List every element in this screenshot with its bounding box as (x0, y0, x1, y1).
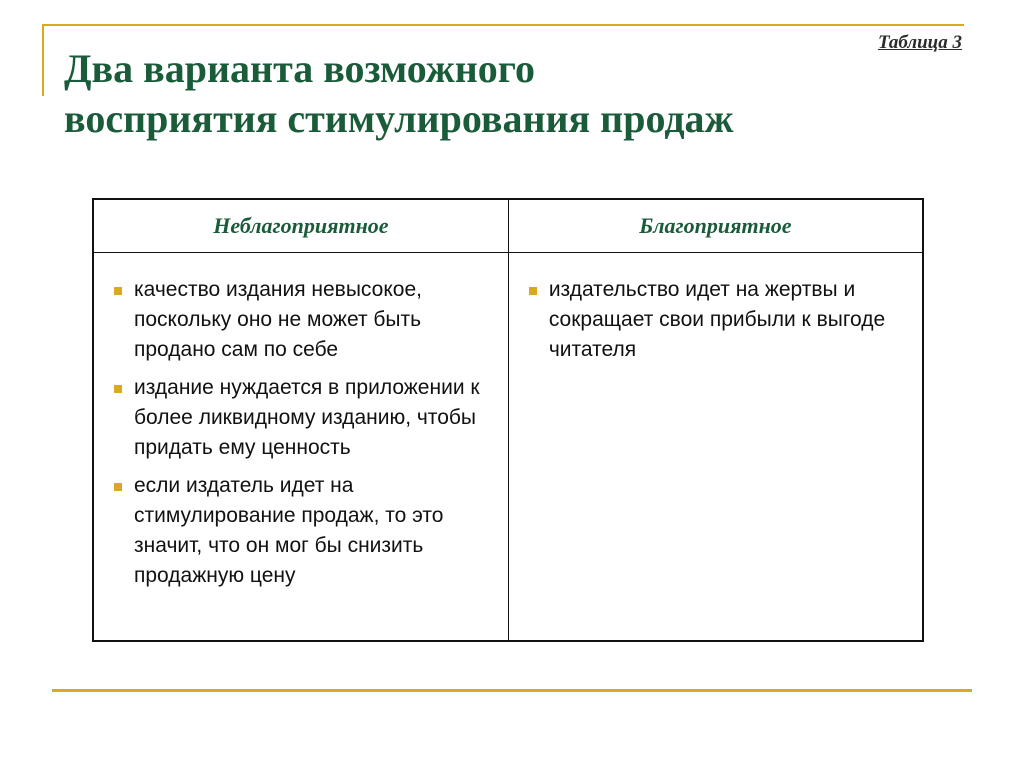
list-item (110, 471, 490, 591)
page-title (64, 44, 924, 144)
list-item-text: качество издания невысокое, поскольку оно не может быть продано сам по себе (134, 278, 422, 361)
table-row (93, 253, 923, 641)
favorable-list (525, 275, 904, 365)
list-item-text: если издатель идет на стимулирование продаж, то это значит, что он мог бы снизить продажную цену (134, 474, 444, 587)
table-label: Таблица 3 (877, 32, 962, 53)
page-title-line-2: восприятия стимулирования продаж (64, 96, 734, 141)
list-item (525, 275, 904, 365)
square-bullet-icon (114, 483, 122, 491)
table-header-row (93, 199, 923, 253)
header-unfavorable: Неблагоприятное (93, 199, 508, 253)
list-item-text: издательство идет на жертвы и сокращает свои прибыли к выгоде читателя (548, 278, 886, 361)
list-item (110, 275, 490, 365)
cell-unfavorable (93, 253, 508, 641)
bottom-divider (52, 689, 972, 692)
page-title-line-1: Два варианта возможного (64, 46, 535, 91)
cell-favorable (508, 253, 923, 641)
square-bullet-icon (114, 287, 122, 295)
list-item (110, 373, 490, 463)
comparison-table (92, 198, 924, 642)
header-favorable: Благоприятное (508, 199, 923, 253)
unfavorable-list (110, 275, 490, 591)
square-bullet-icon (529, 287, 537, 295)
slide-accent-horizontal (42, 24, 964, 26)
square-bullet-icon (114, 385, 122, 393)
list-item-text: издание нуждается в приложении к более ликвидному изданию, чтобы придать ему ценность (134, 376, 480, 459)
slide-accent-vertical (42, 24, 44, 96)
